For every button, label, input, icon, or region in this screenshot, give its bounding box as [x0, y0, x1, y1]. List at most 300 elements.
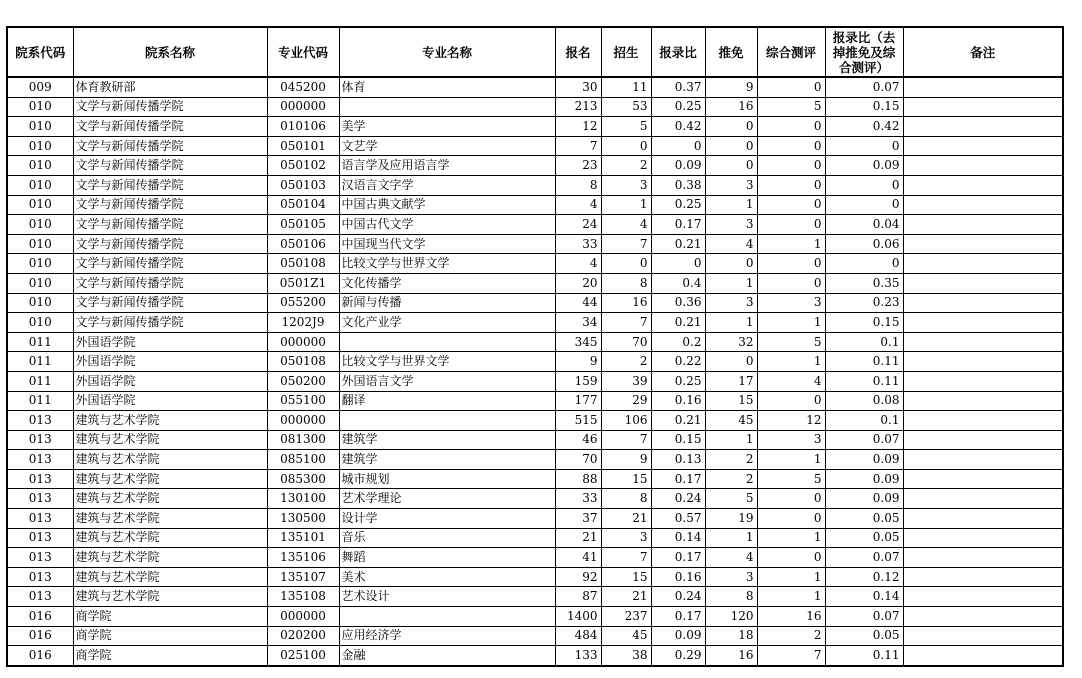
- cell-assessment: 3: [757, 430, 825, 450]
- table-row: [7, 567, 1063, 587]
- cell-remarks: [903, 528, 1063, 548]
- cell-admitted: 11: [601, 77, 651, 97]
- cell-ratio: 0.24: [651, 587, 705, 607]
- cell-major-code: 130500: [267, 509, 339, 529]
- table-row: [7, 548, 1063, 568]
- cell-ratio: 0.14: [651, 528, 705, 548]
- cell-dept-name: 商学院: [73, 626, 267, 646]
- cell-major-name: 翻译: [339, 391, 555, 411]
- cell-remarks: [903, 489, 1063, 509]
- cell-assessment: 0: [757, 136, 825, 156]
- table-body: [7, 77, 1063, 666]
- cell-dept-code: 010: [7, 156, 73, 176]
- cell-remarks: [903, 77, 1063, 97]
- cell-applicants: 12: [555, 117, 601, 137]
- cell-applicants: 37: [555, 509, 601, 529]
- header-dept-name: 院系名称: [73, 27, 267, 77]
- cell-major-code: 050108: [267, 254, 339, 274]
- cell-ratio: 0.17: [651, 215, 705, 235]
- cell-assessment: 0: [757, 156, 825, 176]
- header-dept-code: 院系代码: [7, 27, 73, 77]
- cell-dept-name: 商学院: [73, 646, 267, 666]
- cell-applicants: 515: [555, 411, 601, 431]
- cell-remarks: [903, 352, 1063, 372]
- cell-applicants: 484: [555, 626, 601, 646]
- cell-major-name: 比较文学与世界文学: [339, 254, 555, 274]
- cell-adjusted-ratio: 0.09: [825, 469, 903, 489]
- cell-remarks: [903, 156, 1063, 176]
- cell-ratio: 0.13: [651, 450, 705, 470]
- cell-ratio: 0.17: [651, 548, 705, 568]
- cell-dept-name: 文学与新闻传播学院: [73, 215, 267, 235]
- cell-dept-name: 建筑与艺术学院: [73, 587, 267, 607]
- cell-admitted: 3: [601, 528, 651, 548]
- cell-adjusted-ratio: 0.1: [825, 332, 903, 352]
- cell-adjusted-ratio: 0: [825, 254, 903, 274]
- table-row: [7, 371, 1063, 391]
- cell-ratio: 0.25: [651, 97, 705, 117]
- cell-major-code: 055100: [267, 391, 339, 411]
- cell-applicants: 21: [555, 528, 601, 548]
- cell-ratio: 0.16: [651, 391, 705, 411]
- cell-adjusted-ratio: 0.06: [825, 234, 903, 254]
- cell-dept-name: 文学与新闻传播学院: [73, 293, 267, 313]
- cell-major-code: 050104: [267, 195, 339, 215]
- cell-remarks: [903, 646, 1063, 666]
- cell-recommended: 17: [705, 371, 757, 391]
- cell-admitted: 237: [601, 607, 651, 627]
- cell-dept-name: 商学院: [73, 607, 267, 627]
- cell-adjusted-ratio: 0.07: [825, 430, 903, 450]
- cell-applicants: 44: [555, 293, 601, 313]
- cell-adjusted-ratio: 0.15: [825, 313, 903, 333]
- cell-major-name: 城市规划: [339, 469, 555, 489]
- cell-dept-name: 外国语学院: [73, 352, 267, 372]
- cell-admitted: 53: [601, 97, 651, 117]
- cell-ratio: 0.15: [651, 430, 705, 450]
- table-row: [7, 293, 1063, 313]
- cell-applicants: 30: [555, 77, 601, 97]
- cell-admitted: 7: [601, 548, 651, 568]
- cell-major-code: 0501Z1: [267, 273, 339, 293]
- cell-dept-name: 建筑与艺术学院: [73, 411, 267, 431]
- cell-dept-code: 016: [7, 607, 73, 627]
- cell-remarks: [903, 509, 1063, 529]
- cell-admitted: 2: [601, 156, 651, 176]
- cell-major-code: 025100: [267, 646, 339, 666]
- cell-recommended: 45: [705, 411, 757, 431]
- cell-admitted: 8: [601, 273, 651, 293]
- cell-major-code: 135108: [267, 587, 339, 607]
- header-row: [7, 27, 1063, 77]
- table-row: [7, 117, 1063, 137]
- cell-adjusted-ratio: 0.12: [825, 567, 903, 587]
- table-row: [7, 469, 1063, 489]
- cell-major-name: 应用经济学: [339, 626, 555, 646]
- cell-assessment: 12: [757, 411, 825, 431]
- table-row: [7, 587, 1063, 607]
- table-row: [7, 411, 1063, 431]
- table-row: [7, 528, 1063, 548]
- cell-recommended: 16: [705, 97, 757, 117]
- cell-dept-name: 文学与新闻传播学院: [73, 175, 267, 195]
- cell-major-name: 金融: [339, 646, 555, 666]
- cell-applicants: 8: [555, 175, 601, 195]
- cell-recommended: 5: [705, 489, 757, 509]
- cell-major-code: 050102: [267, 156, 339, 176]
- cell-recommended: 16: [705, 646, 757, 666]
- cell-major-name: 中国现当代文学: [339, 234, 555, 254]
- cell-assessment: 1: [757, 234, 825, 254]
- cell-ratio: 0.29: [651, 646, 705, 666]
- table-row: [7, 136, 1063, 156]
- cell-major-name: 中国古典文献学: [339, 195, 555, 215]
- cell-adjusted-ratio: 0.11: [825, 646, 903, 666]
- cell-dept-name: 外国语学院: [73, 371, 267, 391]
- cell-adjusted-ratio: 0.15: [825, 97, 903, 117]
- header-remarks: 备注: [903, 27, 1063, 77]
- cell-assessment: 5: [757, 332, 825, 352]
- header-recommended: 推免: [705, 27, 757, 77]
- cell-dept-code: 010: [7, 254, 73, 274]
- cell-ratio: 0.21: [651, 234, 705, 254]
- cell-applicants: 87: [555, 587, 601, 607]
- cell-recommended: 19: [705, 509, 757, 529]
- cell-major-code: 1202J9: [267, 313, 339, 333]
- cell-dept-name: 文学与新闻传播学院: [73, 156, 267, 176]
- header-applicants: 报名: [555, 27, 601, 77]
- cell-dept-name: 文学与新闻传播学院: [73, 117, 267, 137]
- cell-major-name: 建筑学: [339, 450, 555, 470]
- cell-recommended: 1: [705, 313, 757, 333]
- cell-dept-code: 010: [7, 195, 73, 215]
- cell-dept-code: 013: [7, 509, 73, 529]
- cell-adjusted-ratio: 0.09: [825, 450, 903, 470]
- cell-recommended: 120: [705, 607, 757, 627]
- cell-recommended: 3: [705, 567, 757, 587]
- cell-admitted: 38: [601, 646, 651, 666]
- cell-remarks: [903, 469, 1063, 489]
- table-row: [7, 489, 1063, 509]
- cell-dept-name: 建筑与艺术学院: [73, 567, 267, 587]
- cell-adjusted-ratio: 0.07: [825, 548, 903, 568]
- cell-recommended: 3: [705, 293, 757, 313]
- cell-dept-code: 010: [7, 117, 73, 137]
- cell-dept-code: 016: [7, 626, 73, 646]
- cell-remarks: [903, 567, 1063, 587]
- cell-major-name: [339, 607, 555, 627]
- cell-dept-name: 外国语学院: [73, 332, 267, 352]
- cell-major-code: 045200: [267, 77, 339, 97]
- cell-major-name: 中国古代文学: [339, 215, 555, 235]
- cell-ratio: 0.37: [651, 77, 705, 97]
- cell-recommended: 2: [705, 450, 757, 470]
- cell-dept-code: 010: [7, 136, 73, 156]
- cell-assessment: 1: [757, 352, 825, 372]
- cell-dept-name: 文学与新闻传播学院: [73, 136, 267, 156]
- cell-recommended: 1: [705, 430, 757, 450]
- cell-dept-name: 建筑与艺术学院: [73, 489, 267, 509]
- cell-applicants: 34: [555, 313, 601, 333]
- cell-assessment: 0: [757, 548, 825, 568]
- cell-major-code: 085100: [267, 450, 339, 470]
- cell-recommended: 4: [705, 548, 757, 568]
- cell-major-name: [339, 97, 555, 117]
- cell-recommended: 9: [705, 77, 757, 97]
- cell-remarks: [903, 371, 1063, 391]
- cell-assessment: 0: [757, 117, 825, 137]
- cell-remarks: [903, 97, 1063, 117]
- table-row: [7, 97, 1063, 117]
- cell-major-code: 020200: [267, 626, 339, 646]
- cell-major-name: 体育: [339, 77, 555, 97]
- cell-major-code: 050108: [267, 352, 339, 372]
- cell-dept-code: 013: [7, 548, 73, 568]
- cell-ratio: 0: [651, 136, 705, 156]
- cell-ratio: 0.21: [651, 411, 705, 431]
- cell-assessment: 0: [757, 175, 825, 195]
- cell-applicants: 1400: [555, 607, 601, 627]
- cell-dept-name: 建筑与艺术学院: [73, 469, 267, 489]
- cell-assessment: 2: [757, 626, 825, 646]
- header-adjusted-ratio: 报录比（去掉推免及综合测评）: [825, 27, 903, 77]
- table-row: [7, 646, 1063, 666]
- cell-recommended: 0: [705, 136, 757, 156]
- cell-recommended: 3: [705, 215, 757, 235]
- cell-admitted: 7: [601, 430, 651, 450]
- cell-remarks: [903, 293, 1063, 313]
- cell-remarks: [903, 136, 1063, 156]
- cell-applicants: 213: [555, 97, 601, 117]
- cell-dept-code: 016: [7, 646, 73, 666]
- cell-assessment: 0: [757, 489, 825, 509]
- cell-admitted: 21: [601, 509, 651, 529]
- cell-recommended: 0: [705, 117, 757, 137]
- cell-applicants: 9: [555, 352, 601, 372]
- cell-applicants: 7: [555, 136, 601, 156]
- cell-ratio: 0.17: [651, 607, 705, 627]
- cell-recommended: 1: [705, 195, 757, 215]
- cell-ratio: 0.25: [651, 195, 705, 215]
- cell-applicants: 4: [555, 195, 601, 215]
- cell-ratio: 0.22: [651, 352, 705, 372]
- cell-admitted: 70: [601, 332, 651, 352]
- cell-dept-code: 013: [7, 567, 73, 587]
- cell-dept-name: 文学与新闻传播学院: [73, 97, 267, 117]
- cell-dept-code: 010: [7, 293, 73, 313]
- header-assessment: 综合测评: [757, 27, 825, 77]
- cell-major-code: 000000: [267, 332, 339, 352]
- cell-admitted: 15: [601, 567, 651, 587]
- cell-dept-code: 013: [7, 450, 73, 470]
- cell-ratio: 0: [651, 254, 705, 274]
- cell-assessment: 0: [757, 77, 825, 97]
- cell-adjusted-ratio: 0.04: [825, 215, 903, 235]
- cell-applicants: 46: [555, 430, 601, 450]
- cell-admitted: 8: [601, 489, 651, 509]
- cell-major-code: 010106: [267, 117, 339, 137]
- cell-adjusted-ratio: 0.07: [825, 77, 903, 97]
- cell-major-code: 050200: [267, 371, 339, 391]
- cell-recommended: 3: [705, 175, 757, 195]
- cell-major-name: [339, 411, 555, 431]
- cell-dept-code: 011: [7, 332, 73, 352]
- cell-recommended: 0: [705, 254, 757, 274]
- cell-dept-name: 建筑与艺术学院: [73, 450, 267, 470]
- cell-major-name: 汉语言文字学: [339, 175, 555, 195]
- cell-major-code: 050106: [267, 234, 339, 254]
- cell-remarks: [903, 411, 1063, 431]
- cell-adjusted-ratio: 0.09: [825, 156, 903, 176]
- cell-applicants: 41: [555, 548, 601, 568]
- cell-dept-name: 文学与新闻传播学院: [73, 234, 267, 254]
- table-row: [7, 626, 1063, 646]
- cell-dept-code: 011: [7, 371, 73, 391]
- table-row: [7, 509, 1063, 529]
- table-row: [7, 156, 1063, 176]
- cell-major-name: 音乐: [339, 528, 555, 548]
- cell-ratio: 0.09: [651, 156, 705, 176]
- cell-applicants: 177: [555, 391, 601, 411]
- cell-dept-name: 文学与新闻传播学院: [73, 254, 267, 274]
- cell-dept-name: 文学与新闻传播学院: [73, 195, 267, 215]
- cell-major-name: 建筑学: [339, 430, 555, 450]
- cell-dept-code: 013: [7, 430, 73, 450]
- cell-dept-name: 建筑与艺术学院: [73, 548, 267, 568]
- cell-major-name: 美术: [339, 567, 555, 587]
- cell-recommended: 0: [705, 156, 757, 176]
- table-row: [7, 313, 1063, 333]
- cell-assessment: 0: [757, 273, 825, 293]
- cell-applicants: 70: [555, 450, 601, 470]
- cell-dept-name: 建筑与艺术学院: [73, 430, 267, 450]
- cell-dept-code: 009: [7, 77, 73, 97]
- cell-applicants: 345: [555, 332, 601, 352]
- cell-remarks: [903, 391, 1063, 411]
- cell-dept-name: 体育教研部: [73, 77, 267, 97]
- cell-assessment: 16: [757, 607, 825, 627]
- cell-admitted: 21: [601, 587, 651, 607]
- cell-adjusted-ratio: 0: [825, 195, 903, 215]
- cell-remarks: [903, 273, 1063, 293]
- cell-recommended: 18: [705, 626, 757, 646]
- cell-adjusted-ratio: 0.09: [825, 489, 903, 509]
- cell-dept-code: 010: [7, 313, 73, 333]
- cell-adjusted-ratio: 0.11: [825, 352, 903, 372]
- header-major-code: 专业代码: [267, 27, 339, 77]
- cell-adjusted-ratio: 0.23: [825, 293, 903, 313]
- cell-recommended: 32: [705, 332, 757, 352]
- cell-admitted: 45: [601, 626, 651, 646]
- table-row: [7, 195, 1063, 215]
- cell-admitted: 9: [601, 450, 651, 470]
- cell-major-name: 语言学及应用语言学: [339, 156, 555, 176]
- table-row: [7, 352, 1063, 372]
- cell-adjusted-ratio: 0.05: [825, 528, 903, 548]
- cell-remarks: [903, 626, 1063, 646]
- cell-major-code: 135101: [267, 528, 339, 548]
- cell-assessment: 4: [757, 371, 825, 391]
- cell-remarks: [903, 254, 1063, 274]
- cell-adjusted-ratio: 0.42: [825, 117, 903, 137]
- table-row: [7, 273, 1063, 293]
- cell-recommended: 1: [705, 273, 757, 293]
- cell-ratio: 0.09: [651, 626, 705, 646]
- cell-major-code: 000000: [267, 97, 339, 117]
- cell-major-code: 050105: [267, 215, 339, 235]
- cell-major-code: 081300: [267, 430, 339, 450]
- cell-major-code: 135106: [267, 548, 339, 568]
- cell-ratio: 0.17: [651, 469, 705, 489]
- cell-major-name: [339, 332, 555, 352]
- cell-assessment: 1: [757, 567, 825, 587]
- cell-major-name: 设计学: [339, 509, 555, 529]
- cell-remarks: [903, 175, 1063, 195]
- cell-major-code: 130100: [267, 489, 339, 509]
- cell-major-code: 050103: [267, 175, 339, 195]
- cell-dept-code: 013: [7, 528, 73, 548]
- cell-adjusted-ratio: 0.1: [825, 411, 903, 431]
- header-ratio: 报录比: [651, 27, 705, 77]
- table-row: [7, 450, 1063, 470]
- cell-ratio: 0.4: [651, 273, 705, 293]
- cell-applicants: 133: [555, 646, 601, 666]
- cell-admitted: 5: [601, 117, 651, 137]
- cell-assessment: 0: [757, 509, 825, 529]
- cell-recommended: 8: [705, 587, 757, 607]
- cell-major-name: 舞蹈: [339, 548, 555, 568]
- cell-assessment: 1: [757, 528, 825, 548]
- cell-dept-code: 010: [7, 273, 73, 293]
- cell-ratio: 0.2: [651, 332, 705, 352]
- cell-applicants: 23: [555, 156, 601, 176]
- cell-assessment: 1: [757, 587, 825, 607]
- cell-admitted: 15: [601, 469, 651, 489]
- cell-ratio: 0.42: [651, 117, 705, 137]
- cell-admitted: 2: [601, 352, 651, 372]
- cell-assessment: 5: [757, 97, 825, 117]
- cell-assessment: 0: [757, 391, 825, 411]
- cell-admitted: 7: [601, 234, 651, 254]
- cell-applicants: 33: [555, 489, 601, 509]
- cell-ratio: 0.24: [651, 489, 705, 509]
- cell-major-code: 050101: [267, 136, 339, 156]
- table-row: [7, 254, 1063, 274]
- cell-dept-name: 文学与新闻传播学院: [73, 273, 267, 293]
- cell-adjusted-ratio: 0.08: [825, 391, 903, 411]
- cell-assessment: 5: [757, 469, 825, 489]
- cell-admitted: 7: [601, 313, 651, 333]
- cell-adjusted-ratio: 0.05: [825, 509, 903, 529]
- table-row: [7, 234, 1063, 254]
- cell-applicants: 4: [555, 254, 601, 274]
- cell-major-code: 000000: [267, 411, 339, 431]
- cell-dept-name: 建筑与艺术学院: [73, 528, 267, 548]
- table-row: [7, 332, 1063, 352]
- cell-major-code: 055200: [267, 293, 339, 313]
- cell-assessment: 3: [757, 293, 825, 313]
- cell-admitted: 4: [601, 215, 651, 235]
- table-row: [7, 430, 1063, 450]
- cell-ratio: 0.57: [651, 509, 705, 529]
- cell-remarks: [903, 195, 1063, 215]
- table-row: [7, 215, 1063, 235]
- cell-remarks: [903, 313, 1063, 333]
- cell-adjusted-ratio: 0.05: [825, 626, 903, 646]
- cell-major-name: 美学: [339, 117, 555, 137]
- cell-applicants: 20: [555, 273, 601, 293]
- cell-dept-code: 013: [7, 587, 73, 607]
